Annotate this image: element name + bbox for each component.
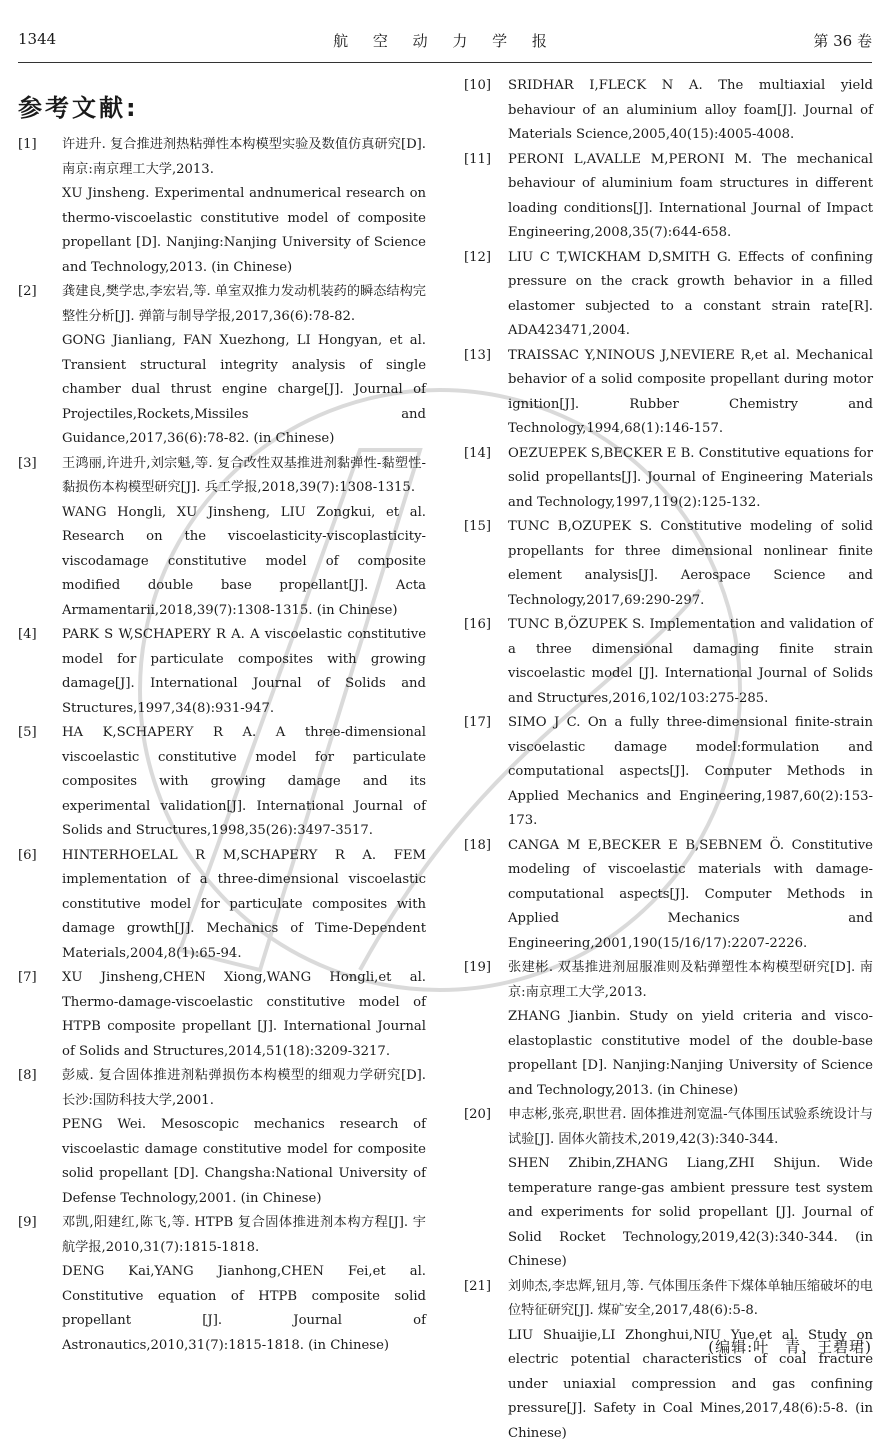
reference-number: [11] (464, 148, 491, 173)
reference-number: [14] (464, 442, 491, 467)
reference-number: [5] (18, 721, 37, 746)
reference-item (18, 623, 426, 721)
reference-number: [6] (18, 844, 37, 869)
reference-text: TUNC B,ÖZUPEK S. Implementation and validation of a three dimensional damaging finite strain viscoelastic model [J]. International Journal of Solids and Structures,2016,102/103:275-285. (508, 613, 873, 711)
reference-number: [2] (18, 280, 37, 305)
reference-number: [7] (18, 966, 37, 991)
reference-item (464, 74, 873, 148)
reference-text: PERONI L,AVALLE M,PERONI M. The mechanical behaviour of aluminium foam structures in different loading conditions[J]. International Journal of Impact Engineering,2008,35(7):644-658. (508, 148, 873, 246)
reference-item (464, 148, 873, 246)
reference-text: PENG Wei. Mesoscopic mechanics research of viscoelastic damage constitutive model for composite solid propellant [D]. Changsha:National University of Defense Technology,2001. (in Chinese) (62, 1113, 426, 1211)
reference-text: 许进升. 复合推进剂热粘弹性本构模型实验及数值仿真研究[D]. 南京:南京理工大学,2013. (62, 133, 426, 182)
reference-number: [8] (18, 1064, 37, 1089)
reference-text: SRIDHAR I,FLECK N A. The multiaxial yield behaviour of an aluminium alloy foam[J]. Journal of Materials Science,2005,40(15):4005-4008. (508, 74, 873, 148)
reference-item (464, 344, 873, 442)
reference-number: [21] (464, 1275, 491, 1300)
reference-item (464, 442, 873, 516)
reference-text: 张建彬. 双基推进剂屈服准则及粘弹塑性本构模型研究[D]. 南京:南京理工大学,2013. (508, 956, 873, 1005)
reference-text: XU Jinsheng,CHEN Xiong,WANG Hongli,et al. Thermo-damage-viscoelastic constitutive model of HTPB composite propellant [J]. International Journal of Solids and Structures,2014,51(18):3209-3217. (62, 966, 426, 1064)
reference-text: TUNC B,OZUPEK S. Constitutive modeling of solid propellants for three dimensional nonlinear finite element analysis[J]. Aerospace Science and Technology,2017,69:290-297. (508, 515, 873, 613)
reference-text: SIMO J C. On a fully three-dimensional finite-strain viscoelastic damage model:formulation and computational aspects[J]. Computer Methods in Applied Mechanics and Engineering,1987,60(2):153-173. (508, 711, 873, 834)
reference-item (464, 956, 873, 1103)
page-number: 1344 (18, 30, 56, 48)
reference-number: [15] (464, 515, 491, 540)
reference-text: ZHANG Jianbin. Study on yield criteria and visco-elastoplastic constitutive model of the double-base propellant [D]. Nanjing:Nanjing University of Science and Technology,2013. (in Chinese) (508, 1005, 873, 1103)
reference-text: WANG Hongli, XU Jinsheng, LIU Zongkui, et al. Research on the viscoelasticity-viscoplasticity-viscodamage constitutive model of composite modified double base propellant[J]. Acta Armamentarii,2018,39(7):1308-1315. (in Chinese) (62, 501, 426, 624)
reference-item (464, 246, 873, 344)
reference-text: XU Jinsheng. Experimental andnumerical research on thermo-viscoelastic constitutive model of composite propellant [D]. Nanjing:Nanjing University of Science and Technology,2013. (in Chinese) (62, 182, 426, 280)
reference-item (464, 515, 873, 613)
reference-text: 邓凯,阳建红,陈飞,等. HTPB 复合固体推进剂本构方程[J]. 宇航学报,2010,31(7):1815-1818. (62, 1211, 426, 1260)
reference-item (18, 1211, 426, 1358)
reference-item (18, 452, 426, 624)
volume-label: 第 36 卷 (813, 30, 872, 51)
reference-item (18, 966, 426, 1064)
reference-number: [1] (18, 133, 37, 158)
reference-item (18, 133, 426, 280)
reference-text: PARK S W,SCHAPERY R A. A viscoelastic constitutive model for particulate composites with growing damage[J]. International Journal of Solids and Structures,1997,34(8):931-947. (62, 623, 426, 721)
reference-text: LIU C T,WICKHAM D,SMITH G. Effects of confining pressure on the crack growth behavior in a filled elastomer subjected to a constant strain rate[R]. ADA423471,2004. (508, 246, 873, 344)
reference-item (464, 834, 873, 957)
reference-item (464, 1275, 873, 1446)
reference-text: HINTERHOELAL R M,SCHAPERY R A. FEM implementation of a three-dimensional viscoelastic constitutive model for particulate composites with damage growth[J]. Mechanics of Time-Dependent Materials,2004,8(1):65-94. (62, 844, 426, 967)
reference-item (18, 844, 426, 967)
reference-item (464, 711, 873, 834)
reference-number: [3] (18, 452, 37, 477)
references-right-column (464, 74, 873, 1446)
reference-text: CANGA M E,BECKER E B,SEBNEM Ö. Constitutive modeling of viscoelastic materials with damage-computational aspects[J]. Computer Methods in Applied Mechanics and Engineering,2001,190(15/16/17):2207-2226. (508, 834, 873, 957)
reference-number: [12] (464, 246, 491, 271)
reference-number: [13] (464, 344, 491, 369)
editor-note: (编辑:叶 青、王碧珺) (708, 1336, 872, 1357)
reference-text: LIU Shuaijie,LI Zhonghui,NIU Yue,et al. Study on electric potential characteristics of coal fracture under uniaxial compression and gas confining pressure[J]. Safety in Coal Mines,2017,48(6):5-8. (in Chinese) (508, 1324, 873, 1446)
reference-text: 刘帅杰,李忠辉,钮月,等. 气体围压条件下煤体单轴压缩破坏的电位特征研究[J]. 煤矿安全,2017,48(6):5-8. (508, 1275, 873, 1324)
reference-item (464, 613, 873, 711)
references-heading: 参考文献: (18, 88, 139, 123)
reference-number: [16] (464, 613, 491, 638)
reference-text: 彭威. 复合固体推进剂粘弹损伤本构模型的细观力学研究[D]. 长沙:国防科技大学,2001. (62, 1064, 426, 1113)
reference-text: GONG Jianliang, FAN Xuezhong, LI Hongyan, et al. Transient structural integrity analysis of single chamber dual thrust engine charge[J]. Journal of Projectiles,Rockets,Missiles and Guidance,2017,36(6):78-82. (in Chinese) (62, 329, 426, 452)
reference-text: 申志彬,张亮,职世君. 固体推进剂宽温-气体围压试验系统设计与试验[J]. 固体火箭技术,2019,42(3):340-344. (508, 1103, 873, 1152)
reference-item (18, 721, 426, 844)
reference-item (464, 1103, 873, 1275)
reference-number: [18] (464, 834, 491, 859)
reference-text: OEZUEPEK S,BECKER E B. Constitutive equations for solid propellants[J]. Journal of Engineering Materials and Technology,1997,119(2):125-132. (508, 442, 873, 516)
journal-name: 航 空 动 力 学 报 (18, 30, 872, 51)
reference-item (18, 1064, 426, 1211)
reference-text: 王鸿丽,许进升,刘宗魁,等. 复合改性双基推进剂黏弹性-黏塑性-黏损伤本构模型研究[J]. 兵工学报,2018,39(7):1308-1315. (62, 452, 426, 501)
reference-number: [19] (464, 956, 491, 981)
running-header (18, 30, 872, 52)
header-rule (18, 62, 872, 63)
reference-number: [4] (18, 623, 37, 648)
reference-text: SHEN Zhibin,ZHANG Liang,ZHI Shijun. Wide temperature range-gas ambient pressure test system and experiments for solid propellant [J]. Journal of Solid Rocket Technology,2019,42(3):340-344. (in Chinese) (508, 1152, 873, 1275)
reference-number: [20] (464, 1103, 491, 1128)
reference-number: [10] (464, 74, 491, 99)
reference-text: HA K,SCHAPERY R A. A three-dimensional viscoelastic constitutive model for particulate composites with growing damage and its experimental validation[J]. International Journal of Solids and Structures,1998,35(26):3497-3517. (62, 721, 426, 844)
reference-number: [17] (464, 711, 491, 736)
reference-number: [9] (18, 1211, 37, 1236)
reference-text: DENG Kai,YANG Jianhong,CHEN Fei,et al. Constitutive equation of HTPB composite solid propellant [J]. Journal of Astronautics,2010,31(7):1815-1818. (in Chinese) (62, 1260, 426, 1358)
references-left-column (18, 133, 426, 1358)
reference-item (18, 280, 426, 452)
reference-text: 龚建良,樊学忠,李宏岩,等. 单室双推力发动机装药的瞬态结构完整性分析[J]. 弹箭与制导学报,2017,36(6):78-82. (62, 280, 426, 329)
reference-text: TRAISSAC Y,NINOUS J,NEVIERE R,et al. Mechanical behavior of a solid composite propellant during motor ignition[J]. Rubber Chemistry and Technology,1994,68(1):146-157. (508, 344, 873, 442)
